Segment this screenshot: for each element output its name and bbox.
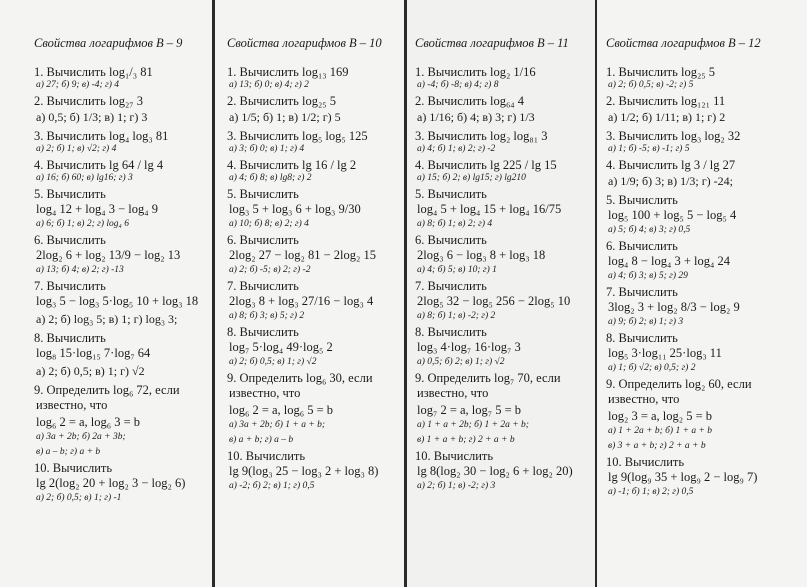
answer-options: а) 2; б) 0,5; в) 1; г) √2 <box>229 357 317 367</box>
task-item <box>606 129 807 155</box>
answer-options: а) 15; б) 2; в) lg15; г) lg210 <box>417 173 526 183</box>
task-condition: log₆ 2 = a, log₆ 3 = b <box>36 415 141 429</box>
answer-options: а) 1/5; б) 1; в) 1/2; г) 5 <box>229 110 341 124</box>
task-item <box>227 158 405 184</box>
task-expression: log₄ 5 + log₄ 15 + log₄ 16/75 <box>417 202 562 216</box>
task-item <box>606 239 807 282</box>
answer-options: а) 2; б) 0,5; в) 1; г) √2 <box>36 364 145 378</box>
task-question: 4. Вычислить lg 16 / lg 2 <box>227 158 357 172</box>
answer-options: а) 1 + 2a + b; б) 1 + a + b <box>608 426 713 436</box>
variant-header: Свойства логарифмов В – 10 <box>227 36 382 50</box>
answer-options-continued: в) 1 + a + b; г) 2 + a + b <box>417 435 515 445</box>
answer-options: а) 2; б) -5; в) 2; г) -2 <box>229 265 311 275</box>
task-expression: log₅ 100 + log₅ 5 − log₅ 4 <box>608 208 737 222</box>
task-question: 2. Вычислить log₁₂₁ 11 <box>606 94 726 108</box>
task-expression: 2log₂ 27 − log₂ 81 − 2log₂ 15 <box>229 248 376 262</box>
answer-options: а) 3; б) 0; в) 1; г) 4 <box>229 144 305 154</box>
task-expression: lg 9(log₃ 25 − log₃ 2 + log₃ 8) <box>229 464 379 478</box>
task-expression: известно, что <box>417 386 489 400</box>
task-item <box>227 65 405 91</box>
task-item <box>606 65 807 91</box>
answer-options: а) 0,5; б) 1/3; в) 1; г) 3 <box>36 110 148 124</box>
variant-header: Свойства логарифмов В – 11 <box>415 36 569 50</box>
task-question: 2. Вычислить log₂₅ 5 <box>227 94 337 108</box>
task-question: 6. Вычислить <box>227 233 299 247</box>
task-question: 5. Вычислить <box>415 187 487 201</box>
task-question: 1. Вычислить log₂₅ 5 <box>606 65 716 79</box>
answer-options: а) 13; б) 4; в) 2; г) -13 <box>36 265 124 275</box>
answer-options: а) 9; б) 2; в) 1; г) 3 <box>608 317 684 327</box>
task-item <box>227 449 405 492</box>
task-expression: log₇ 5·log₄ 49·log₅ 2 <box>229 340 333 354</box>
task-expression: log₅ 3·log₁₁ 25·log₃ 11 <box>608 346 722 360</box>
task-item <box>606 377 807 452</box>
answer-options: а) 1/16; б) 4; в) 3; г) 1/3 <box>417 110 535 124</box>
task-question: 3. Вычислить log₅ log₅ 125 <box>227 129 368 143</box>
task-question: 6. Вычислить <box>415 233 487 247</box>
task-item <box>415 94 595 126</box>
task-question: 5. Вычислить <box>34 187 106 201</box>
task-condition: log₇ 2 = a, log₇ 5 = b <box>417 403 522 417</box>
variant-9-column <box>0 0 212 587</box>
answer-options: а) 27; б) 9; в) -4; г) 4 <box>36 80 120 90</box>
task-item <box>34 158 212 184</box>
answer-options: а) 1/9; б) 3; в) 1/3; г) -24; <box>608 174 734 188</box>
answer-options: а) 2; б) 1; в) √2; г) 4 <box>36 144 117 154</box>
task-expression: 2log₂ 6 + log₂ 13/9 − log₂ 13 <box>36 248 181 262</box>
task-question: 3. Вычислить log₂ log₈₁ 3 <box>415 129 548 143</box>
task-item <box>606 193 807 236</box>
task-question: 4. Вычислить lg 3 / lg 27 <box>606 158 736 172</box>
task-item <box>34 65 212 91</box>
task-item <box>227 279 405 322</box>
task-question: 6. Вычислить <box>606 239 678 253</box>
task-question: 9. Определить log₇ 70, если <box>415 371 561 385</box>
task-expression: 2log₃ 8 + log₃ 27/16 − log₃ 4 <box>229 294 374 308</box>
task-question: 6. Вычислить <box>34 233 106 247</box>
task-expression: известно, что <box>36 398 108 412</box>
task-item <box>34 383 212 458</box>
answer-options: а) 3a + 2b; б) 2a + 3b; <box>36 432 126 442</box>
answer-options: а) 1 + a + 2b; б) 1 + 2a + b; <box>417 420 529 430</box>
task-question: 9. Определить log₆ 72, если <box>34 383 180 397</box>
answer-options-continued: в) a – b; г) a + b <box>36 447 101 457</box>
answer-options: а) 1; б) √2; в) 0,5; г) 2 <box>608 363 696 373</box>
task-item <box>415 158 595 184</box>
answer-options: а) 8; б) 3; в) 5; г) 2 <box>229 311 305 321</box>
answer-options-continued: в) a + b; г) a – b <box>229 435 294 445</box>
task-item <box>606 331 807 374</box>
task-question: 4. Вычислить lg 64 / lg 4 <box>34 158 164 172</box>
task-item <box>606 94 807 126</box>
task-question: 2. Вычислить log₆₄ 4 <box>415 94 525 108</box>
task-item <box>606 158 807 190</box>
task-item <box>415 279 595 322</box>
answer-options: а) 4; б) 8; в) lg8; г) 2 <box>229 173 312 183</box>
task-item <box>415 65 595 91</box>
answer-options: а) 8; б) 1; в) -2; г) 2 <box>417 311 496 321</box>
answer-options-continued: в) 3 + a + b; г) 2 + a + b <box>608 441 706 451</box>
task-question: 5. Вычислить <box>606 193 678 207</box>
task-expression: известно, что <box>608 392 680 406</box>
task-question: 8. Вычислить <box>34 331 106 345</box>
task-item <box>415 233 595 276</box>
task-question: 3. Вычислить log₄ log₃ 81 <box>34 129 169 143</box>
task-question: 10. Вычислить <box>606 455 685 469</box>
task-question: 9. Определить log₂ 60, если <box>606 377 752 391</box>
task-question: 3. Вычислить log₃ log₂ 32 <box>606 129 741 143</box>
task-condition: log₂ 3 = a, log₂ 5 = b <box>608 409 713 423</box>
answer-options: а) 6; б) 1; в) 2; г) log₄ 6 <box>36 219 129 229</box>
answer-options: а) 2; б) 0,5; в) -2; г) 5 <box>608 80 694 90</box>
task-item <box>415 129 595 155</box>
task-question: 1. Вычислить log₁₃ 169 <box>227 65 349 79</box>
answer-options: а) 4; б) 1; в) 2; г) -2 <box>417 144 496 154</box>
task-expression: lg 9(log₉ 35 + log₉ 2 − log₉ 7) <box>608 470 758 484</box>
task-expression: lg 2(log₂ 20 + log₂ 3 − log₂ 6) <box>36 476 186 490</box>
task-question: 10. Вычислить <box>415 449 494 463</box>
answer-options: а) -2; б) 2; в) 1; г) 0,5 <box>229 481 315 491</box>
answer-options: а) 2; б) log₃ 5; в) 1; г) log₃ 3; <box>36 312 178 326</box>
answer-options: а) 5; б) 4; в) 3; г) 0,5 <box>608 225 691 235</box>
answer-options: а) 1; б) -5; в) -1; г) 5 <box>608 144 690 154</box>
task-expression: log₄ 8 − log₄ 3 + log₄ 24 <box>608 254 730 268</box>
task-item <box>227 325 405 368</box>
task-item <box>34 94 212 126</box>
task-question: 7. Вычислить <box>227 279 299 293</box>
task-question: 7. Вычислить <box>606 285 678 299</box>
task-expression: 3log₂ 3 + log₂ 8/3 − log₂ 9 <box>608 300 740 314</box>
task-expression: log₃ 4·log₇ 16·log₇ 3 <box>417 340 521 354</box>
task-question: 1. Вычислить log₂ 1/16 <box>415 65 536 79</box>
task-expression: log₈ 15·log₁₅ 7·log₇ 64 <box>36 346 151 360</box>
task-item <box>415 371 595 446</box>
task-item <box>415 449 595 492</box>
answer-options: а) 8; б) 1; в) 2; г) 4 <box>417 219 493 229</box>
task-question: 10. Вычислить <box>34 461 113 475</box>
variant-header: Свойства логарифмов В – 12 <box>606 36 761 50</box>
variant-10-column <box>215 0 405 587</box>
task-question: 8. Вычислить <box>606 331 678 345</box>
task-item <box>606 285 807 328</box>
answer-options: а) 13; б) 0; в) 4; г) 2 <box>229 80 309 90</box>
task-question: 5. Вычислить <box>227 187 299 201</box>
task-expression: log₃ 5 + log₃ 6 + log₃ 9/30 <box>229 202 361 216</box>
task-question: 8. Вычислить <box>415 325 487 339</box>
answer-options: а) 0,5; б) 2; в) 1; г) √2 <box>417 357 505 367</box>
variant-11-column <box>407 0 595 587</box>
task-question: 1. Вычислить log₁/₃ 81 <box>34 65 153 79</box>
variant-header: Свойства логарифмов В – 9 <box>34 36 183 50</box>
answer-options: а) 2; б) 0,5; в) 1; г) -1 <box>36 493 122 503</box>
answer-options: а) 3a + 2b; б) 1 + a + b; <box>229 420 326 430</box>
task-item <box>34 461 212 504</box>
task-expression: известно, что <box>229 386 301 400</box>
answer-options: а) -4; б) -8; в) 4; г) 8 <box>417 80 499 90</box>
task-expression: lg 8(log₂ 30 − log₂ 6 + log₂ 20) <box>417 464 573 478</box>
task-expression: log₃ 5 − log₃ 5·log₅ 10 + log₃ 18 <box>36 294 199 308</box>
task-question: 2. Вычислить log₂₇ 3 <box>34 94 144 108</box>
task-item <box>227 94 405 126</box>
task-item <box>34 331 212 380</box>
answer-options: а) 2; б) 1; в) -2; г) 3 <box>417 481 496 491</box>
variant-12-column <box>596 0 807 587</box>
answer-options: а) -1; б) 1; в) 2; г) 0,5 <box>608 487 694 497</box>
task-item <box>227 233 405 276</box>
task-question: 7. Вычислить <box>34 279 106 293</box>
task-question: 8. Вычислить <box>227 325 299 339</box>
task-question: 4. Вычислить lg 225 / lg 15 <box>415 158 557 172</box>
task-item <box>34 233 212 276</box>
answer-options: а) 4; б) 3; в) 5; г) 29 <box>608 271 688 281</box>
task-question: 7. Вычислить <box>415 279 487 293</box>
task-expression: 2log₃ 6 − log₃ 8 + log₃ 18 <box>417 248 546 262</box>
task-question: 10. Вычислить <box>227 449 306 463</box>
task-item <box>227 129 405 155</box>
task-question: 9. Определить log₆ 30, если <box>227 371 373 385</box>
task-expression: 2log₅ 32 − log₅ 256 − 2log₅ 10 <box>417 294 571 308</box>
task-item <box>227 187 405 230</box>
task-item <box>606 455 807 498</box>
task-item <box>34 279 212 328</box>
answer-options: а) 16; б) 60; в) lg16; г) 3 <box>36 173 133 183</box>
answer-options: а) 4; б) 5; в) 10; г) 1 <box>417 265 497 275</box>
answer-options: а) 1/2; б) 1/11; в) 1; г) 2 <box>608 110 726 124</box>
task-item <box>34 187 212 230</box>
task-expression: log₄ 12 + log₄ 3 − log₄ 9 <box>36 202 158 216</box>
task-item <box>415 187 595 230</box>
task-item <box>415 325 595 368</box>
answer-options: а) 10; б) 8; в) 2; г) 4 <box>229 219 309 229</box>
task-item <box>227 371 405 446</box>
task-item <box>34 129 212 155</box>
task-condition: log₆ 2 = a, log₆ 5 = b <box>229 403 334 417</box>
